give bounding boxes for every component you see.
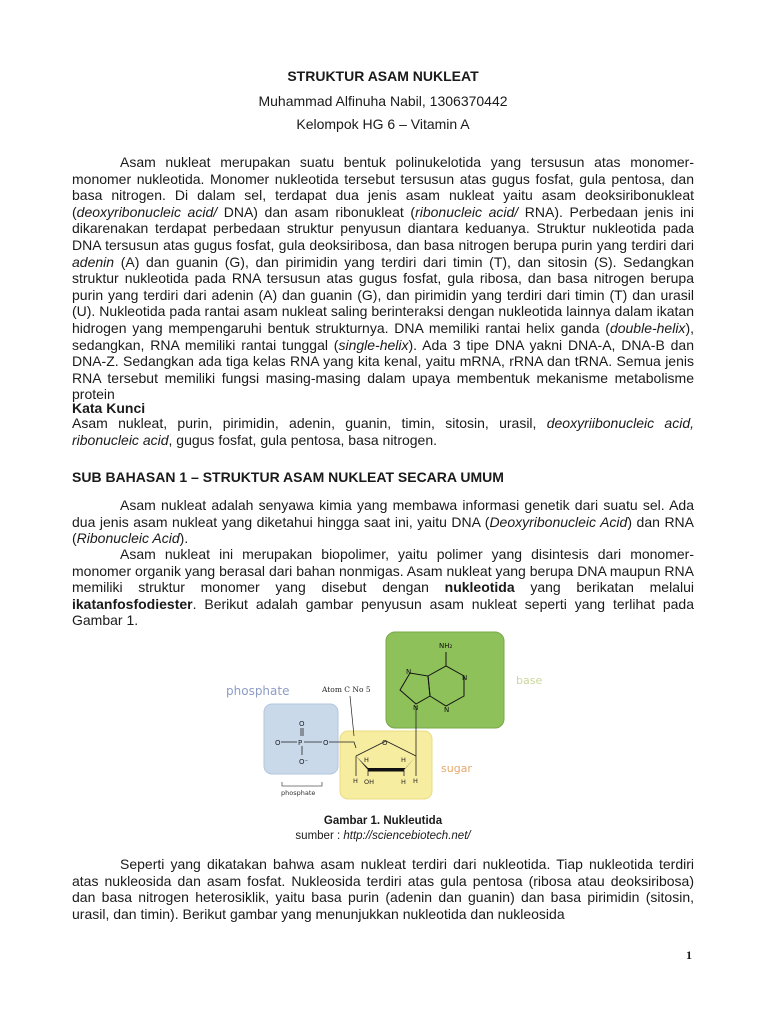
- abstract-paragraph: [72, 154, 694, 403]
- nucleotide-diagram: [206, 628, 556, 800]
- section-paragraph-1: [72, 497, 694, 547]
- svg-text:O: O: [382, 739, 388, 747]
- text-run: Asam nukleat adalah senyawa kimia yang membawa informasi genetik dari suatu sel. Ada dua jenis asam nukleat yang diketahui hingga saat ini, yaitu DNA (: [72, 497, 694, 530]
- section-heading: SUB BAHASAN 1 – STRUKTUR ASAM NUKLEAT SECARA UMUM: [72, 469, 504, 485]
- italic-run: Deoxyribonucleic Acid: [489, 513, 628, 530]
- italic-run: single-helix: [338, 336, 409, 353]
- italic-run: ribonucleic acid/: [415, 203, 519, 220]
- svg-text:N: N: [406, 668, 412, 676]
- svg-text:P: P: [298, 739, 303, 747]
- section-paragraph-3: Seperti yang dikatakan bahwa asam nukleat terdiri dari nukleotida. Tiap nukleotida terdiri atas nukleosida dan asam fosfat. Nukleosida terdiri atas gula pentosa (ribosa atau deoksiribosa) dan basa nitrogen heterosiklik, yaitu basa purin (adenin dan guanin) dan basa pirimidin (sitosin, urasil, dan timin). Berikut gambar yang menunjukkan nukleotida dan nukleosida: [72, 856, 694, 922]
- svg-text:H: H: [401, 756, 406, 764]
- section-paragraph-2: [72, 546, 694, 629]
- phosphate-label: phosphate: [226, 684, 290, 698]
- group-line: Kelompok HG 6 – Vitamin A: [296, 116, 470, 132]
- atom-c5-label: Atom C No 5: [322, 685, 371, 694]
- svg-text:N: N: [413, 704, 419, 712]
- text-run: Asam nukleat, purin, pirimidin, adenin, guanin, timin, sitosin, urasil,: [72, 415, 547, 431]
- author-line: Muhammad Alfinuha Nabil, 1306370442: [258, 93, 508, 109]
- italic-run: Ribonucleic Acid: [76, 530, 180, 547]
- text-run: RNA). Perbedaan jenis ini dikarenakan terdapat perbedaan struktur penyusun diantara keduanya. Struktur nukleotida pada DNA tersusun atas gugus fosfat, gula deoksiribosa, dan basa nitrogen berupa purin yang terdiri dari: [72, 203, 694, 253]
- svg-text:H: H: [413, 777, 418, 785]
- svg-text:O: O: [299, 720, 305, 728]
- svg-text:N: N: [444, 706, 450, 714]
- page-number: 1: [686, 948, 692, 962]
- italic-run: deoxyribonucleic acid/: [76, 203, 218, 220]
- italic-run: adenin: [72, 253, 115, 270]
- figure-caption: [72, 814, 694, 844]
- base-label: base: [516, 674, 543, 687]
- text-run: (A) dan guanin (G), dan pirimidin yang terdiri dari timin (T), dan sitosin (S). Sedangkan struktur nukleotida pada RNA tersusun atas gugus fosfat, gula ribosa, dan basa nitrogen berupa purin yang terdiri dari adenin (A) dan guanin (G), dan pirimidin yang terdiri dari timin (T) dan urasil (U). Nukleotida pada rantai asam nukleat saling berinteraksi dengan nukleotida lainnya dalam ikatan hidrogen yang mempengaruhi bentuk strukturnya. DNA memiliki rantai helix ganda (: [72, 253, 694, 336]
- keywords-paragraph: [72, 415, 694, 448]
- text-run: , gugus fosfat, gula pentosa, basa nitrogen.: [168, 431, 438, 448]
- svg-text:O: O: [323, 739, 329, 747]
- text-run: Asam nukleat ini merupakan biopolimer, yaitu polimer yang disintesis dari monomer-monomer organik yang berasal dari bahan nonmigas. Asam nukleat yang berupa DNA maupun RNA memiliki struktur monomer yang disebut dengan: [72, 546, 694, 596]
- italic-run: deoxyriibonucleic acid, ribonucleic acid: [72, 415, 694, 448]
- text-run: ). Ada 3 tipe DNA yakni DNA-A, DNA-B dan DNA-Z. Sedangkan ada tiga kelas RNA yang kita kenal, yaitu mRNA, rRNA dan tRNA. Semua jenis RNA tersebut memiliki fungsi masing-masing dalam upaya membentuk mekanisme metabolisme protein: [72, 336, 694, 403]
- svg-text:H: H: [401, 778, 406, 786]
- text-run: . Berikut adalah gambar penyusun asam nukleat seperti yang terlihat pada Gambar 1.: [72, 595, 694, 629]
- bold-run: ikatanfosfodiester: [72, 595, 193, 612]
- svg-text:NH₂: NH₂: [439, 642, 453, 650]
- svg-text:O⁻: O⁻: [299, 758, 309, 766]
- text-run: Asam nukleat merupakan suatu bentuk polinukelotida yang tersusun atas monomer-monomer nukleotida. Monomer nukleotida tersebut tersusun atas gugus fosfat, gula pentosa, dan basa nitrogen. Di dalam sel, terdapat dua jenis asam nukleat yaitu asam deoksiribonukleat (: [72, 154, 694, 220]
- text-run: ), sedangkan, RNA memiliki rantai tunggal (: [72, 319, 694, 353]
- italic-run: double-helix: [609, 319, 686, 336]
- nucleotide-figure: [206, 628, 556, 800]
- svg-text:O: O: [275, 739, 281, 747]
- text-run: DNA) dan asam ribonukleat (: [217, 203, 416, 220]
- bold-run: nukleotida: [444, 579, 515, 596]
- keywords-heading: Kata Kunci: [72, 400, 146, 416]
- document-title: STRUKTUR ASAM NUKLEAT: [287, 68, 479, 84]
- text-run: ).: [179, 530, 189, 547]
- caption-source-prefix: sumber :: [295, 830, 344, 842]
- caption-title: Gambar 1. Nukleutida: [323, 815, 443, 827]
- phosphate-bracket-label: phosphate: [281, 789, 316, 797]
- text-run: ) dan RNA (: [72, 513, 694, 547]
- svg-text:H: H: [364, 756, 369, 764]
- caption-source-url: http://sciencebiotech.net/: [343, 830, 471, 842]
- svg-text:H: H: [353, 777, 358, 785]
- sugar-label: sugar: [441, 762, 472, 775]
- text-run: yang berikatan melalui: [514, 579, 694, 596]
- svg-text:N: N: [462, 674, 468, 682]
- svg-text:OH: OH: [364, 778, 375, 786]
